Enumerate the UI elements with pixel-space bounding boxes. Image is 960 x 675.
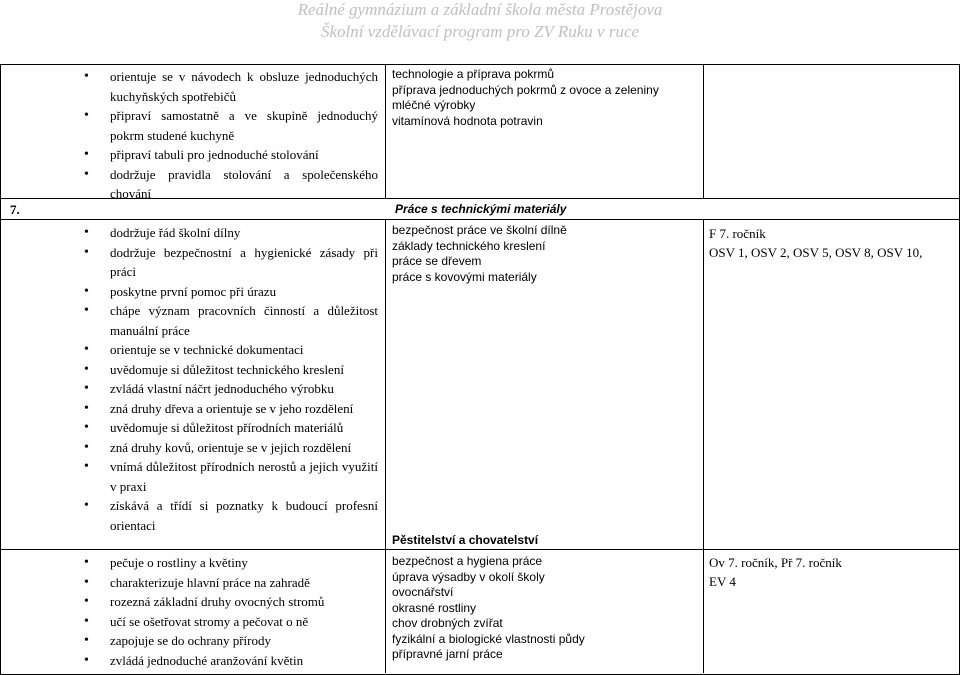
list-item: • uvědomuje si důležitost technického kreslení — [82, 360, 378, 380]
topic-item: ovocnářství — [392, 585, 454, 599]
program-name-header: Školní vzdělávací program pro ZV Ruku v ruce — [320, 22, 640, 41]
topics-technical — [392, 223, 700, 285]
school-name-header: Reálné gymnázium a základní škola města Prostějova — [297, 0, 663, 19]
topic-item: mléčné výrobky — [392, 98, 476, 112]
list-item: • poskytne první pomoc při úrazu — [82, 282, 378, 302]
topic-item: přípravné jarní práce — [392, 647, 503, 661]
list-item: • zapojuje se do ochrany přírody — [82, 631, 378, 651]
outcomes-list-cooking — [82, 67, 378, 204]
list-item: • získává a třídí si poznatky k budoucí profesní orientaci — [82, 496, 378, 535]
topic-item: úprava výsadby v okolí školy — [392, 569, 545, 584]
list-item: • orientuje se v návodech k obsluze jednoduchých kuchyňských spotřebičů — [82, 67, 378, 106]
list-item: • charakterizuje hlavní práce na zahradě — [82, 573, 378, 593]
outcomes-list-technical — [82, 223, 378, 535]
column-divider — [703, 219, 704, 673]
list-item: • dodržuje bezpečnostní a hygienické zásady při práci — [82, 243, 378, 282]
list-item: • připraví tabuli pro jednoduché stolování — [82, 145, 378, 165]
list-item: • dodržuje pravidla stolování a společenského chování — [82, 165, 378, 204]
topic-item: práce se dřevem — [392, 254, 482, 268]
topic-item: vitamínová hodnota potravin — [392, 113, 543, 128]
section-number: 7. — [10, 202, 20, 217]
list-item: • učí se ošetřovat stromy a pečovat o ně — [82, 612, 378, 632]
list-item: • připraví samostatně a ve skupině jednoduchý pokrm studené kuchyně — [82, 106, 378, 145]
list-item: • chápe význam pracovních činností a důležitost manuální práce — [82, 301, 378, 340]
topic-item: chov drobných zvířat — [392, 616, 503, 630]
topics-cooking — [392, 67, 700, 129]
row-divider — [0, 219, 960, 220]
outcomes-list-gardening — [82, 553, 378, 670]
list-item: • dodržuje řád školní dílny — [82, 223, 378, 243]
cross-curricular-links-gardening — [709, 553, 957, 591]
column-divider — [385, 219, 386, 673]
link-item: Ov 7. ročník, Př 7. ročník — [709, 555, 842, 570]
row-divider — [0, 549, 960, 550]
topic-item: bezpečnost a hygiena práce — [392, 554, 543, 568]
list-item: • uvědomuje si důležitost přírodních materiálů — [82, 418, 378, 438]
topic-item: bezpečnost práce ve školní dílně — [392, 223, 567, 237]
column-divider — [385, 64, 386, 198]
link-item: F 7. ročník — [709, 226, 766, 241]
topic-item: příprava jednoduchých pokrmů z ovoce a zeleniny — [392, 82, 659, 97]
topic-item: práce s kovovými materiály — [392, 269, 537, 284]
topic-item: okrasné rostliny — [392, 600, 477, 615]
link-item: EV 4 — [709, 574, 736, 589]
list-item: • rozezná základní druhy ovocných stromů — [82, 592, 378, 612]
topic-item: základy technického kreslení — [392, 238, 546, 253]
list-item: • orientuje se v technické dokumentaci — [82, 340, 378, 360]
section-title: Práce s technickými materiály — [395, 202, 567, 216]
list-item: • pečuje o rostliny a květiny — [82, 553, 378, 573]
list-item: • vnímá důležitost přírodních nerostů a jejich využití v praxi — [82, 457, 378, 496]
link-item: OSV 1, OSV 2, OSV 5, OSV 8, OSV 10, — [709, 245, 923, 260]
list-item: • zná druhy dřeva a orientuje se v jeho rozdělení — [82, 399, 378, 419]
list-item: • zvládá vlastní náčrt jednoduchého výrobku — [82, 379, 378, 399]
list-item: • zná druhy kovů, orientuje se v jejich rozdělení — [82, 438, 378, 458]
subsection-heading: Pěstitelství a chovatelství — [392, 533, 539, 547]
topic-item: fyzikální a biologické vlastnosti půdy — [392, 631, 585, 646]
cross-curricular-links-technical — [709, 224, 957, 262]
topic-item: technologie a příprava pokrmů — [392, 67, 555, 81]
topics-gardening — [392, 554, 700, 663]
list-item: • zvládá jednoduché aranžování květin — [82, 651, 378, 671]
column-divider — [703, 64, 704, 198]
